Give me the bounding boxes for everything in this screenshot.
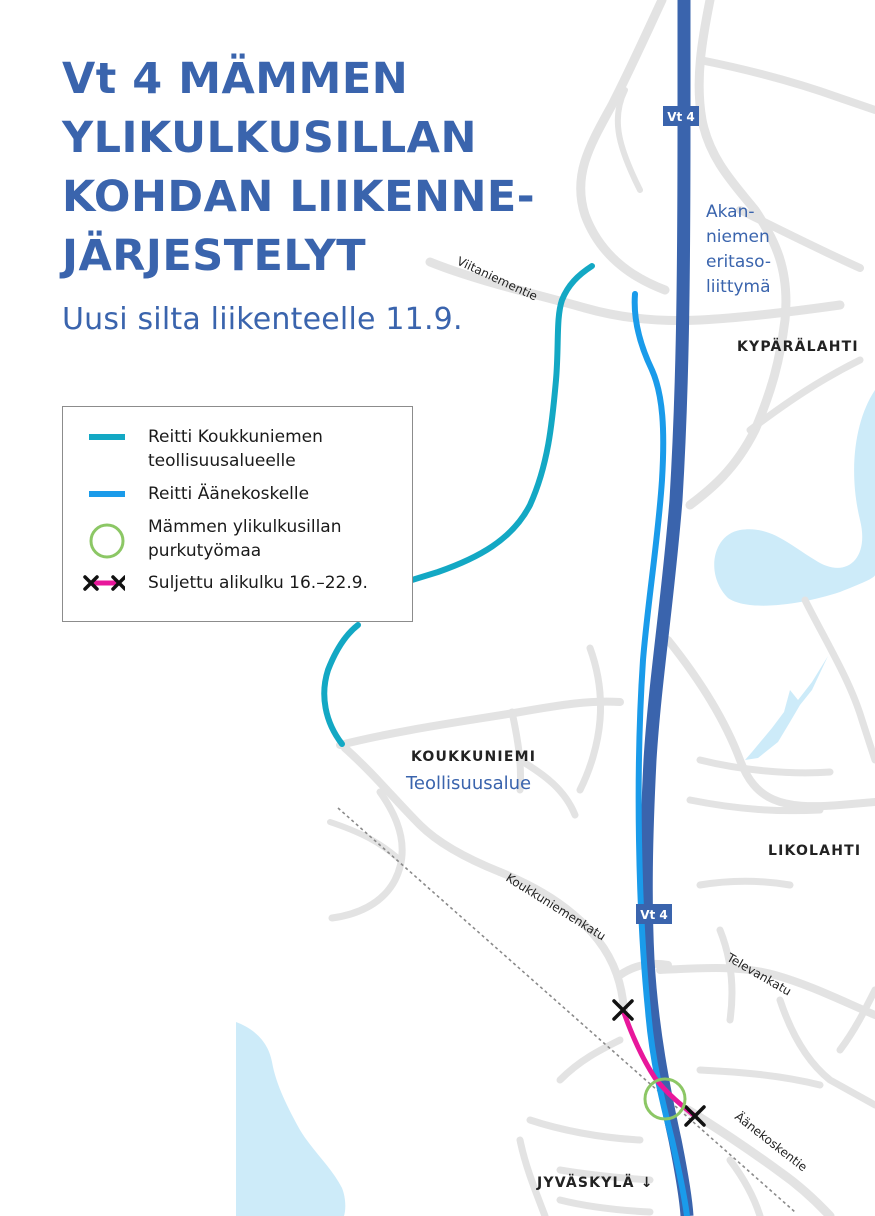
svg-text:eritaso-: eritaso-: [706, 252, 771, 272]
teal-line-icon: [85, 427, 129, 447]
svg-text:Vt 4: Vt 4: [667, 110, 695, 124]
street-label-aanekoskentie: Äänekoskentie: [732, 1109, 810, 1175]
lake-east: [714, 390, 875, 606]
road-east-south-1: [720, 930, 732, 1020]
title-line-3: KOHDAN LIIKENNE-: [62, 172, 536, 222]
railway: [338, 808, 795, 1212]
road-east-south-4: [700, 1070, 820, 1085]
road-koukkuniemi-2: [345, 748, 500, 872]
blue-line-icon: [85, 484, 129, 504]
road-west-minor: [618, 90, 640, 190]
svg-text:Vt 4: Vt 4: [640, 908, 668, 922]
road-south-1: [530, 1120, 640, 1140]
road-west-spur-2: [330, 822, 400, 860]
area-label-koukkuniemi: KOUKKUNIEMI: [411, 749, 537, 765]
street-label-viitaniementie: Viitaniementie: [454, 254, 540, 304]
legend: [62, 406, 413, 622]
legend-label: Reitti Äänekoskelle: [148, 484, 310, 504]
area-label-likolahti: LIKOLAHTI: [768, 843, 862, 859]
svg-text:niemen: niemen: [706, 227, 770, 247]
title-line-1: Vt 4 MÄMMEN: [62, 54, 409, 104]
svg-text:Akan-: Akan-: [706, 202, 755, 222]
title-line-4: JÄRJESTELYT: [62, 231, 367, 281]
road-koukkuniemi-5: [580, 648, 601, 790]
road-north-east: [700, 60, 875, 110]
title-line-2: YLIKULKUSILLAN: [62, 113, 477, 163]
stream-east: [745, 656, 828, 760]
svg-text:liittymä: liittymä: [706, 277, 771, 297]
green-circle-icon: [85, 519, 129, 563]
road-east-likolahti-5: [700, 881, 790, 885]
route-koukkuniemi-2: [324, 625, 358, 744]
area-label-kyparalahti: KYPÄRÄLAHTI: [737, 339, 859, 355]
road-east-likolahti-3: [700, 760, 830, 773]
road-shield-vt4-south: [636, 904, 672, 924]
road-shield-vt4-north: [663, 106, 699, 126]
legend-label: purkutyömaa: [148, 541, 262, 561]
legend-label: Mämmen ylikulkusillan: [148, 517, 342, 537]
legend-label: Suljettu alikulku 16.–22.9.: [148, 573, 368, 593]
lake-southwest: [236, 1022, 345, 1216]
road-south-3: [560, 1200, 650, 1212]
closed-underpass-icon: [81, 572, 125, 594]
legend-label: teollisuusalueelle: [148, 451, 296, 471]
road-koukkuniemi-1: [340, 702, 620, 745]
road-koukkuniemenkatu: [500, 872, 624, 1010]
subtitle: Uusi silta liikenteelle 11.9.: [62, 302, 463, 337]
road-east-likolahti-1: [668, 640, 875, 806]
road-south-east: [730, 1160, 760, 1216]
street-label-televankatu: Televankatu: [724, 950, 794, 999]
area-label-jyvaskyla: JYVÄSKYLÄ ↓: [537, 1175, 654, 1191]
street-label-koukkuniemenkatu: Koukkuniemenkatu: [503, 870, 609, 944]
road-south-west: [560, 1040, 620, 1080]
legend-label: Reitti Koukkuniemen: [148, 427, 323, 447]
district-label-teollisuusalue: Teollisuusalue: [406, 773, 532, 794]
